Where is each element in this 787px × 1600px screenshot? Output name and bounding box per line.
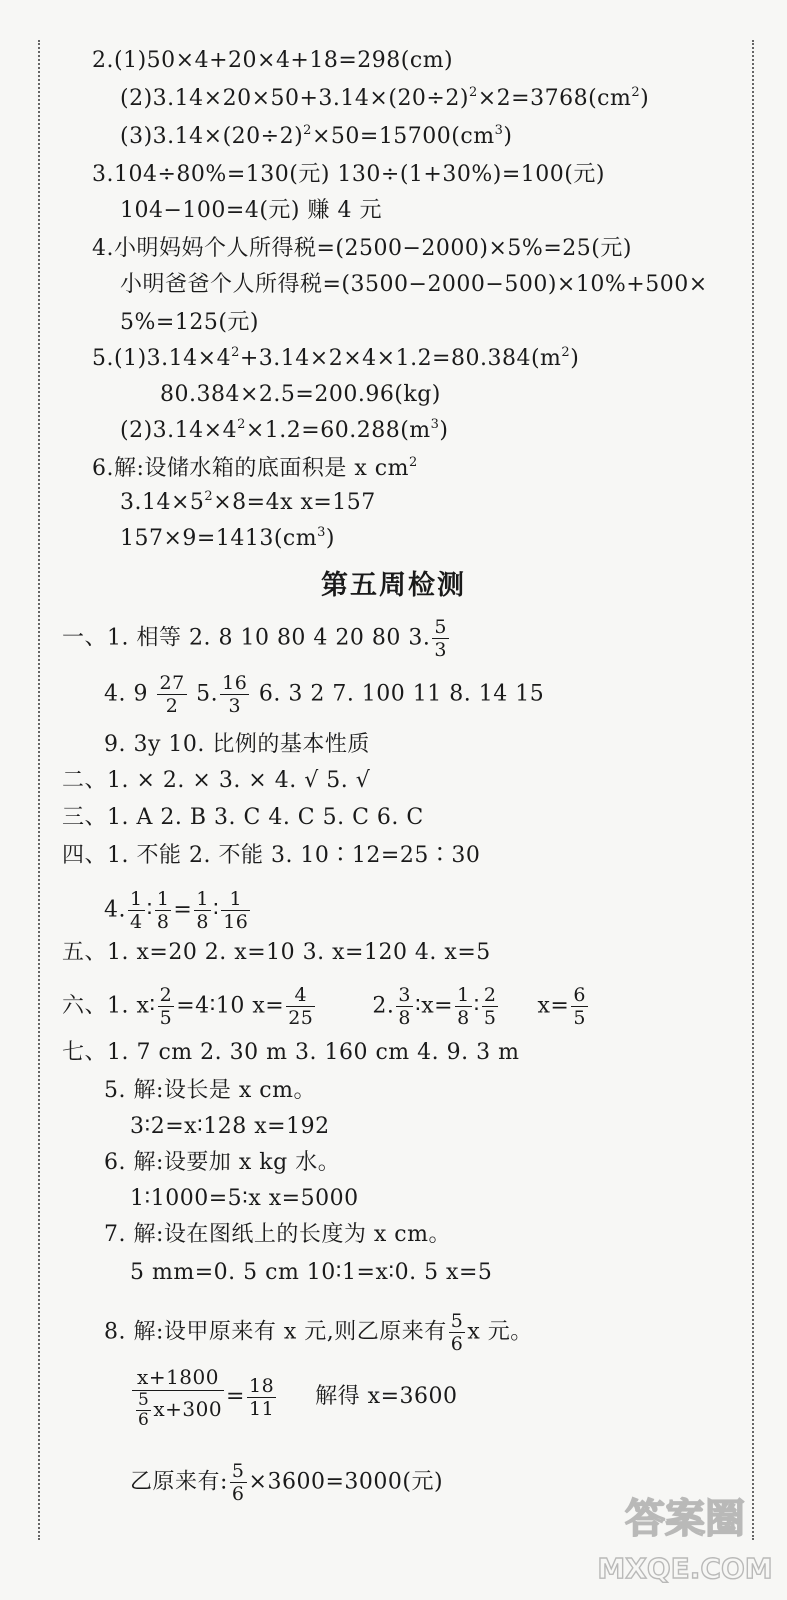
answer-line: 4. 9 $\frac{27}{2}$ 5. $\frac{16}{3}$ 6. 3 2 7. 100 11 8. 14 15 bbox=[104, 672, 545, 717]
answer-line: 4.小明妈妈个人所得税=(2500−2000)×5%=25(元) bbox=[92, 236, 632, 261]
answer-line: 5 mm=0. 5 cm 10∶1=x∶0. 5 x=5 bbox=[130, 1260, 493, 1285]
section-title: 第五周检测 bbox=[321, 570, 466, 601]
answer-line: 4. $\frac{1}{4}$ ∶ $\frac{1}{8}$ = $\frac{1}{8}$ ∶ $\frac{1}{16}$ bbox=[104, 888, 249, 933]
answer-line: 六、1. x∶ $\frac{2}{5}$ =4∶10 x= $\frac{4}{25}$ 2. $\frac{3}{8}$ ∶x= $\frac{1}{8}$ ∶ $\frac{2}{5}$ x= $\frac{6}{5}$ bbox=[62, 984, 586, 1029]
answer-line: 七、1. 7 cm 2. 30 m 3. 160 cm 4. 9. 3 m bbox=[62, 1040, 520, 1065]
answer-line: 104−100=4(元) 赚 4 元 bbox=[120, 198, 382, 223]
watermark-url: MXQE.COM bbox=[597, 1552, 773, 1585]
answer-line: $(2)3.14\times 20\times 50+3.14\times(20\div 2)^2\times 2=3768(cm^2)$ bbox=[120, 85, 650, 111]
answer-line: 1∶1000=5∶x x=5000 bbox=[130, 1186, 359, 1211]
answer-line: $(3)3.14\times(20\div 2)^2\times 50=15700(cm^3)$ bbox=[120, 123, 513, 149]
answer-line: 2.(1)50×4+20×4+18=298(cm) bbox=[92, 48, 454, 73]
right-dotted-margin bbox=[752, 40, 754, 1540]
watermark-text: 答案圈 bbox=[625, 1496, 745, 1542]
answer-line: 6.解:设储水箱的底面积是 x $cm^2$ bbox=[92, 455, 418, 481]
watermark-logo bbox=[590, 1482, 780, 1592]
answer-line: 7. 解:设在图纸上的长度为 x cm。 bbox=[104, 1222, 451, 1247]
answer-line: 小明爸爸个人所得税=(3500−2000−500)×10%+500× bbox=[120, 272, 708, 297]
fraction-equation: x+1800 $\frac{5}{6}$ x+300 = $\frac{18}{11}$ 解得 x=3600 bbox=[130, 1364, 458, 1430]
answer-line: 5%=125(元) bbox=[120, 310, 259, 335]
answer-line: $3.14\times 5^2\times 8=4x$ x=157 bbox=[120, 489, 376, 515]
answer-line: $(2)3.14\times 4^2\times 1.2=60.288(m^3)$ bbox=[120, 417, 449, 443]
answer-line: 一、1. 相等 2. 8 10 80 4 20 80 3. $\frac{5}{3}$ bbox=[62, 616, 447, 661]
answer-line: 五、1. x=20 2. x=10 3. x=120 4. x=5 bbox=[62, 940, 491, 965]
answer-line: 3.104÷80%=130(元) 130÷(1+30%)=100(元) bbox=[92, 162, 605, 187]
answer-line: 乙原来有: $\frac{5}{6}$ ×3600=3000(元) bbox=[130, 1460, 444, 1505]
answer-line: 5. 解:设长是 x cm。 bbox=[104, 1078, 316, 1103]
answer-line: 二、1. × 2. × 3. × 4. √ 5. √ bbox=[62, 768, 371, 793]
answer-line: 三、1. A 2. B 3. C 4. C 5. C 6. C bbox=[62, 805, 424, 830]
answer-line: 9. 3y 10. 比例的基本性质 bbox=[104, 732, 370, 757]
answer-line: 80.384×2.5=200.96(kg) bbox=[160, 382, 441, 407]
answer-line: 6. 解:设要加 x kg 水。 bbox=[104, 1150, 341, 1175]
answer-line: 3∶2=x∶128 x=192 bbox=[130, 1114, 330, 1139]
answer-line: 四、1. 不能 2. 不能 3. 10∶12=25∶30 bbox=[62, 843, 481, 868]
answer-line: $5.(1)3.14\times 4^2+3.14\times 2\times 4\times 1.2=80.384(m^2)$ bbox=[92, 345, 580, 371]
answer-line: 8. 解:设甲原来有 x 元,则乙原来有 $\frac{5}{6}$ x 元。 bbox=[104, 1310, 533, 1355]
left-dotted-margin bbox=[38, 40, 40, 1540]
answer-line: $157\times 9=1413(cm^3)$ bbox=[120, 525, 335, 551]
